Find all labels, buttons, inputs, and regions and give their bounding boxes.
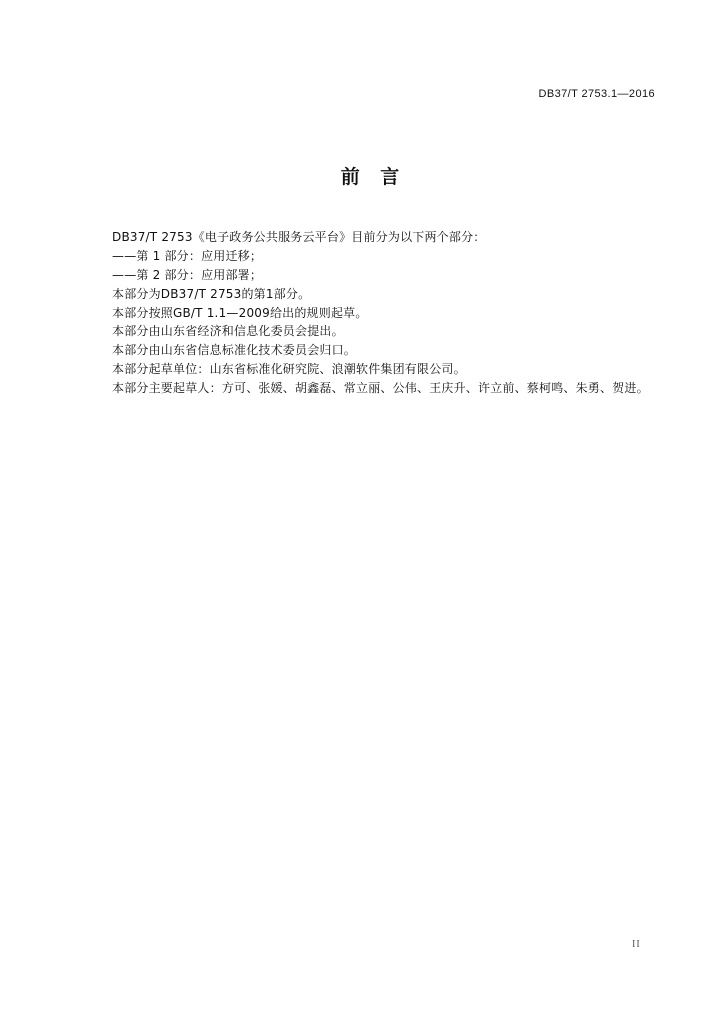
paragraph-line: 本部分为DB37/T 2753的第1部分。 — [112, 286, 311, 301]
paragraph-line: ——第 1 部分：应用迁移； — [112, 248, 263, 263]
paragraph-line: 本部分起草单位：山东省标准化研究院、浪潮软件集团有限公司。 — [112, 362, 466, 377]
standard-code-header: DB37/T 2753.1—2016 — [538, 88, 655, 100]
foreword-body — [112, 228, 692, 398]
paragraph-line: 本部分按照GB/T 1.1—2009给出的规则起草。 — [112, 305, 368, 320]
page-number: II — [632, 939, 641, 950]
paragraph-line: 本部分由山东省信息标准化技术委员会归口。 — [112, 343, 357, 358]
page-title: 前 言 — [340, 166, 400, 188]
paragraph-line: 本部分主要起草人：方可、张媛、胡鑫磊、常立丽、公伟、王庆升、许立前、蔡柯鸣、朱勇、贺进。 — [112, 381, 649, 396]
paragraph-line: ——第 2 部分：应用部署； — [112, 267, 263, 282]
paragraph-line: 本部分由山东省经济和信息化委员会提出。 — [112, 324, 344, 339]
paragraph-line: DB37/T 2753《电子政务公共服务云平台》目前分为以下两个部分： — [112, 230, 486, 244]
